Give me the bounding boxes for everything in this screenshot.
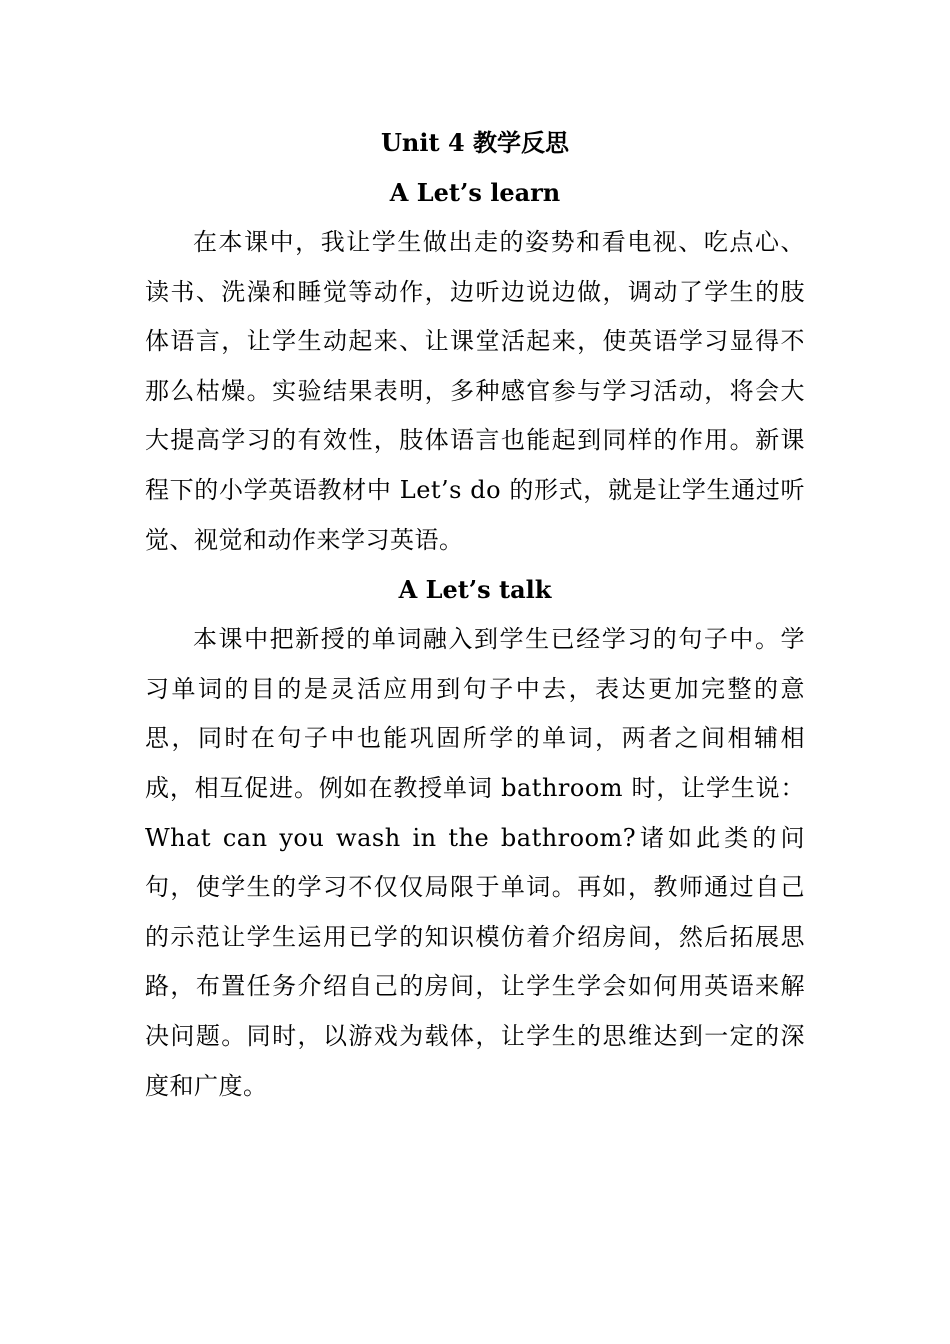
section-heading-lets-talk: A Let’s talk — [398, 575, 552, 605]
section-heading-lets-learn: A Let’s learn — [389, 178, 561, 207]
document-title: Unit 4 教学反思 — [381, 128, 569, 157]
section-body-lets-learn: 在本课中，我让学生做出走的姿势和看电视、吃点心、读书、洗澡和睡觉等动作，边听边说边做，调动了学生的肢体语言，让学生动起来、让课堂活起来，使英语学习显得不那么枯燥。实验结果表明，多种感官参与学习活动，将会大大提高学习的有效性，肢体语言也能起到同样的作用。新课程下的小学英语教材中 Let’s do 的形式，就是让学生通过听觉、视觉和动作来学习英语。 — [145, 228, 805, 554]
section-body-lets-talk: 本课中把新授的单词融入到学生已经学习的句子中。学习单词的目的是灵活应用到句子中去，表达更加完整的意思，同时在句子中也能巩固所学的单词，两者之间相辅相成，相互促进。例如在教授单词 bathroom 时，让学生说：What can you wash in the bathroom?诸如此类的问句，使学生的学习不仅仅局限于单词。再如，教师通过自己的示范让学生运用已学的知识模仿着介绍房间，然后拓展思路，布置任务介绍自己的房间，让学生学会如何用英语来解决问题。同时，以游戏为载体，让学生的思维达到一定的深度和广度。 — [145, 625, 805, 1100]
document-page — [145, 118, 805, 1111]
